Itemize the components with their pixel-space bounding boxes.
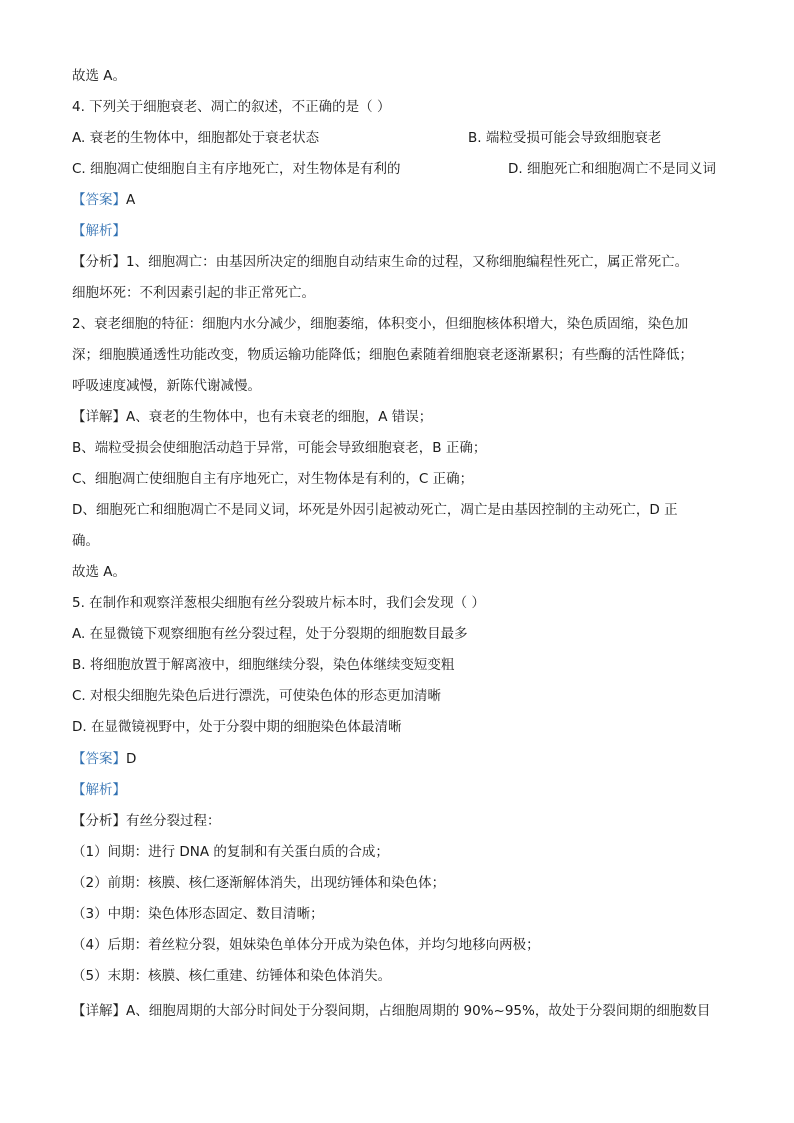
- question-4-option-c: C. 细胞凋亡使细胞自主有序地死亡，对生物体是有利的: [72, 161, 401, 177]
- fenxi-text: 1、细胞凋亡：由基因所决定的细胞自动结束生命的过程，又称细胞编程性死亡，属正常死亡。: [126, 254, 689, 270]
- question-5-fenxi-line-3: （3）中期：染色体形态固定、数目清晰；: [72, 906, 324, 922]
- question-5-xiangjie-line-1: [72, 1001, 710, 1021]
- question-4-option-d: D. 细胞死亡和细胞凋亡不是同义词: [508, 161, 716, 177]
- question-5-option-b: B. 将细胞放置于解离液中，细胞继续分裂，染色体继续变短变粗: [72, 657, 455, 673]
- question-4-answer: [72, 190, 135, 210]
- question-5-answer: [72, 749, 136, 769]
- question-5-stem: 5. 在制作和观察洋葱根尖细胞有丝分裂玻片标本时，我们会发现（ ）: [72, 595, 485, 611]
- question-4-xiangjie-line-3: C、细胞凋亡使细胞自主有序地死亡，对生物体是有利的，C 正确；: [72, 471, 474, 487]
- question-5-option-d: D. 在显微镜视野中，处于分裂中期的细胞染色体最清晰: [72, 719, 402, 735]
- xiangjie-text: A、衰老的生物体中，也有未衰老的细胞，A 错误；: [126, 409, 433, 425]
- answer-value: A: [126, 192, 136, 208]
- question-4-fenxi-line-1: [72, 252, 688, 272]
- question-4-options-row-1: [72, 128, 662, 148]
- question-5-fenxi-line-5: （5）末期：核膜、核仁重建、纺锤体和染色体消失。: [72, 968, 392, 984]
- question-5-fenxi-line-2: （2）前期：核膜、核仁逐渐解体消失，出现纺锤体和染色体；: [72, 875, 446, 891]
- question-5-option-a: A. 在显微镜下观察细胞有丝分裂过程，处于分裂期的细胞数目最多: [72, 626, 468, 642]
- answer-value: D: [126, 751, 137, 767]
- answer-tag: 【答案】: [72, 751, 126, 767]
- question-4-xiangjie-line-4: D、细胞死亡和细胞凋亡不是同义词，坏死是外因引起被动死亡，凋亡是由基因控制的主动死亡，D 正: [72, 502, 678, 518]
- question-4-option-b: B. 端粒受损可能会导致细胞衰老: [468, 130, 662, 146]
- answer-tag: 【答案】: [72, 192, 126, 208]
- fenxi-text: 有丝分裂过程：: [126, 813, 221, 829]
- question-4-analysis-tag: [72, 221, 126, 241]
- question-4-option-a: A. 衰老的生物体中，细胞都处于衰老状态: [72, 130, 320, 146]
- analysis-tag: 【解析】: [72, 782, 126, 798]
- question-4-xiangjie-line-5: 确。: [72, 533, 99, 549]
- question-4-xiangjie-line-2: B、端粒受损会使细胞活动趋于异常，可能会导致细胞衰老，B 正确；: [72, 440, 487, 456]
- fenxi-tag: 【分析】: [72, 813, 126, 829]
- question-4-fenxi-line-3: 2、衰老细胞的特征：细胞内水分减少，细胞萎缩，体积变小，但细胞核体积增大，染色质固缩，染色加: [72, 316, 689, 332]
- question-4-options-row-2: [72, 159, 716, 179]
- question-4-stem: 4. 下列关于细胞衰老、凋亡的叙述，不正确的是（ ）: [72, 99, 391, 115]
- question-5-option-c: C. 对根尖细胞先染色后进行漂洗，可使染色体的形态更加清晰: [72, 688, 442, 704]
- question-4-fenxi-line-5: 呼吸速度减慢，新陈代谢减慢。: [72, 378, 261, 394]
- conclusion-line-2: 故选 A。: [72, 564, 127, 580]
- fenxi-tag: 【分析】: [72, 254, 126, 270]
- xiangjie-tag: 【详解】: [72, 409, 126, 425]
- analysis-tag: 【解析】: [72, 223, 126, 239]
- question-4-xiangjie-line-1: [72, 407, 432, 427]
- xiangjie-tag: 【详解】: [72, 1003, 126, 1019]
- question-4-fenxi-line-2: 细胞坏死：不利因素引起的非正常死亡。: [72, 285, 315, 301]
- question-4-fenxi-line-4: 深；细胞膜通透性功能改变，物质运输功能降低；细胞色素随着细胞衰老逐渐累积；有些酶的活性降低；: [72, 347, 693, 363]
- conclusion-line: 故选 A。: [72, 68, 127, 84]
- question-5-analysis-tag: [72, 780, 126, 800]
- question-5-fenxi-line-0: [72, 811, 221, 831]
- question-5-fenxi-line-4: （4）后期：着丝粒分裂，姐妹染色单体分开成为染色体，并均匀地移向两极；: [72, 937, 540, 953]
- question-5-fenxi-line-1: （1）间期：进行 DNA 的复制和有关蛋白质的合成；: [72, 844, 389, 860]
- xiangjie-text: A、细胞周期的大部分时间处于分裂间期，占细胞周期的 90%~95%，故处于分裂间期的细胞数目: [126, 1003, 711, 1019]
